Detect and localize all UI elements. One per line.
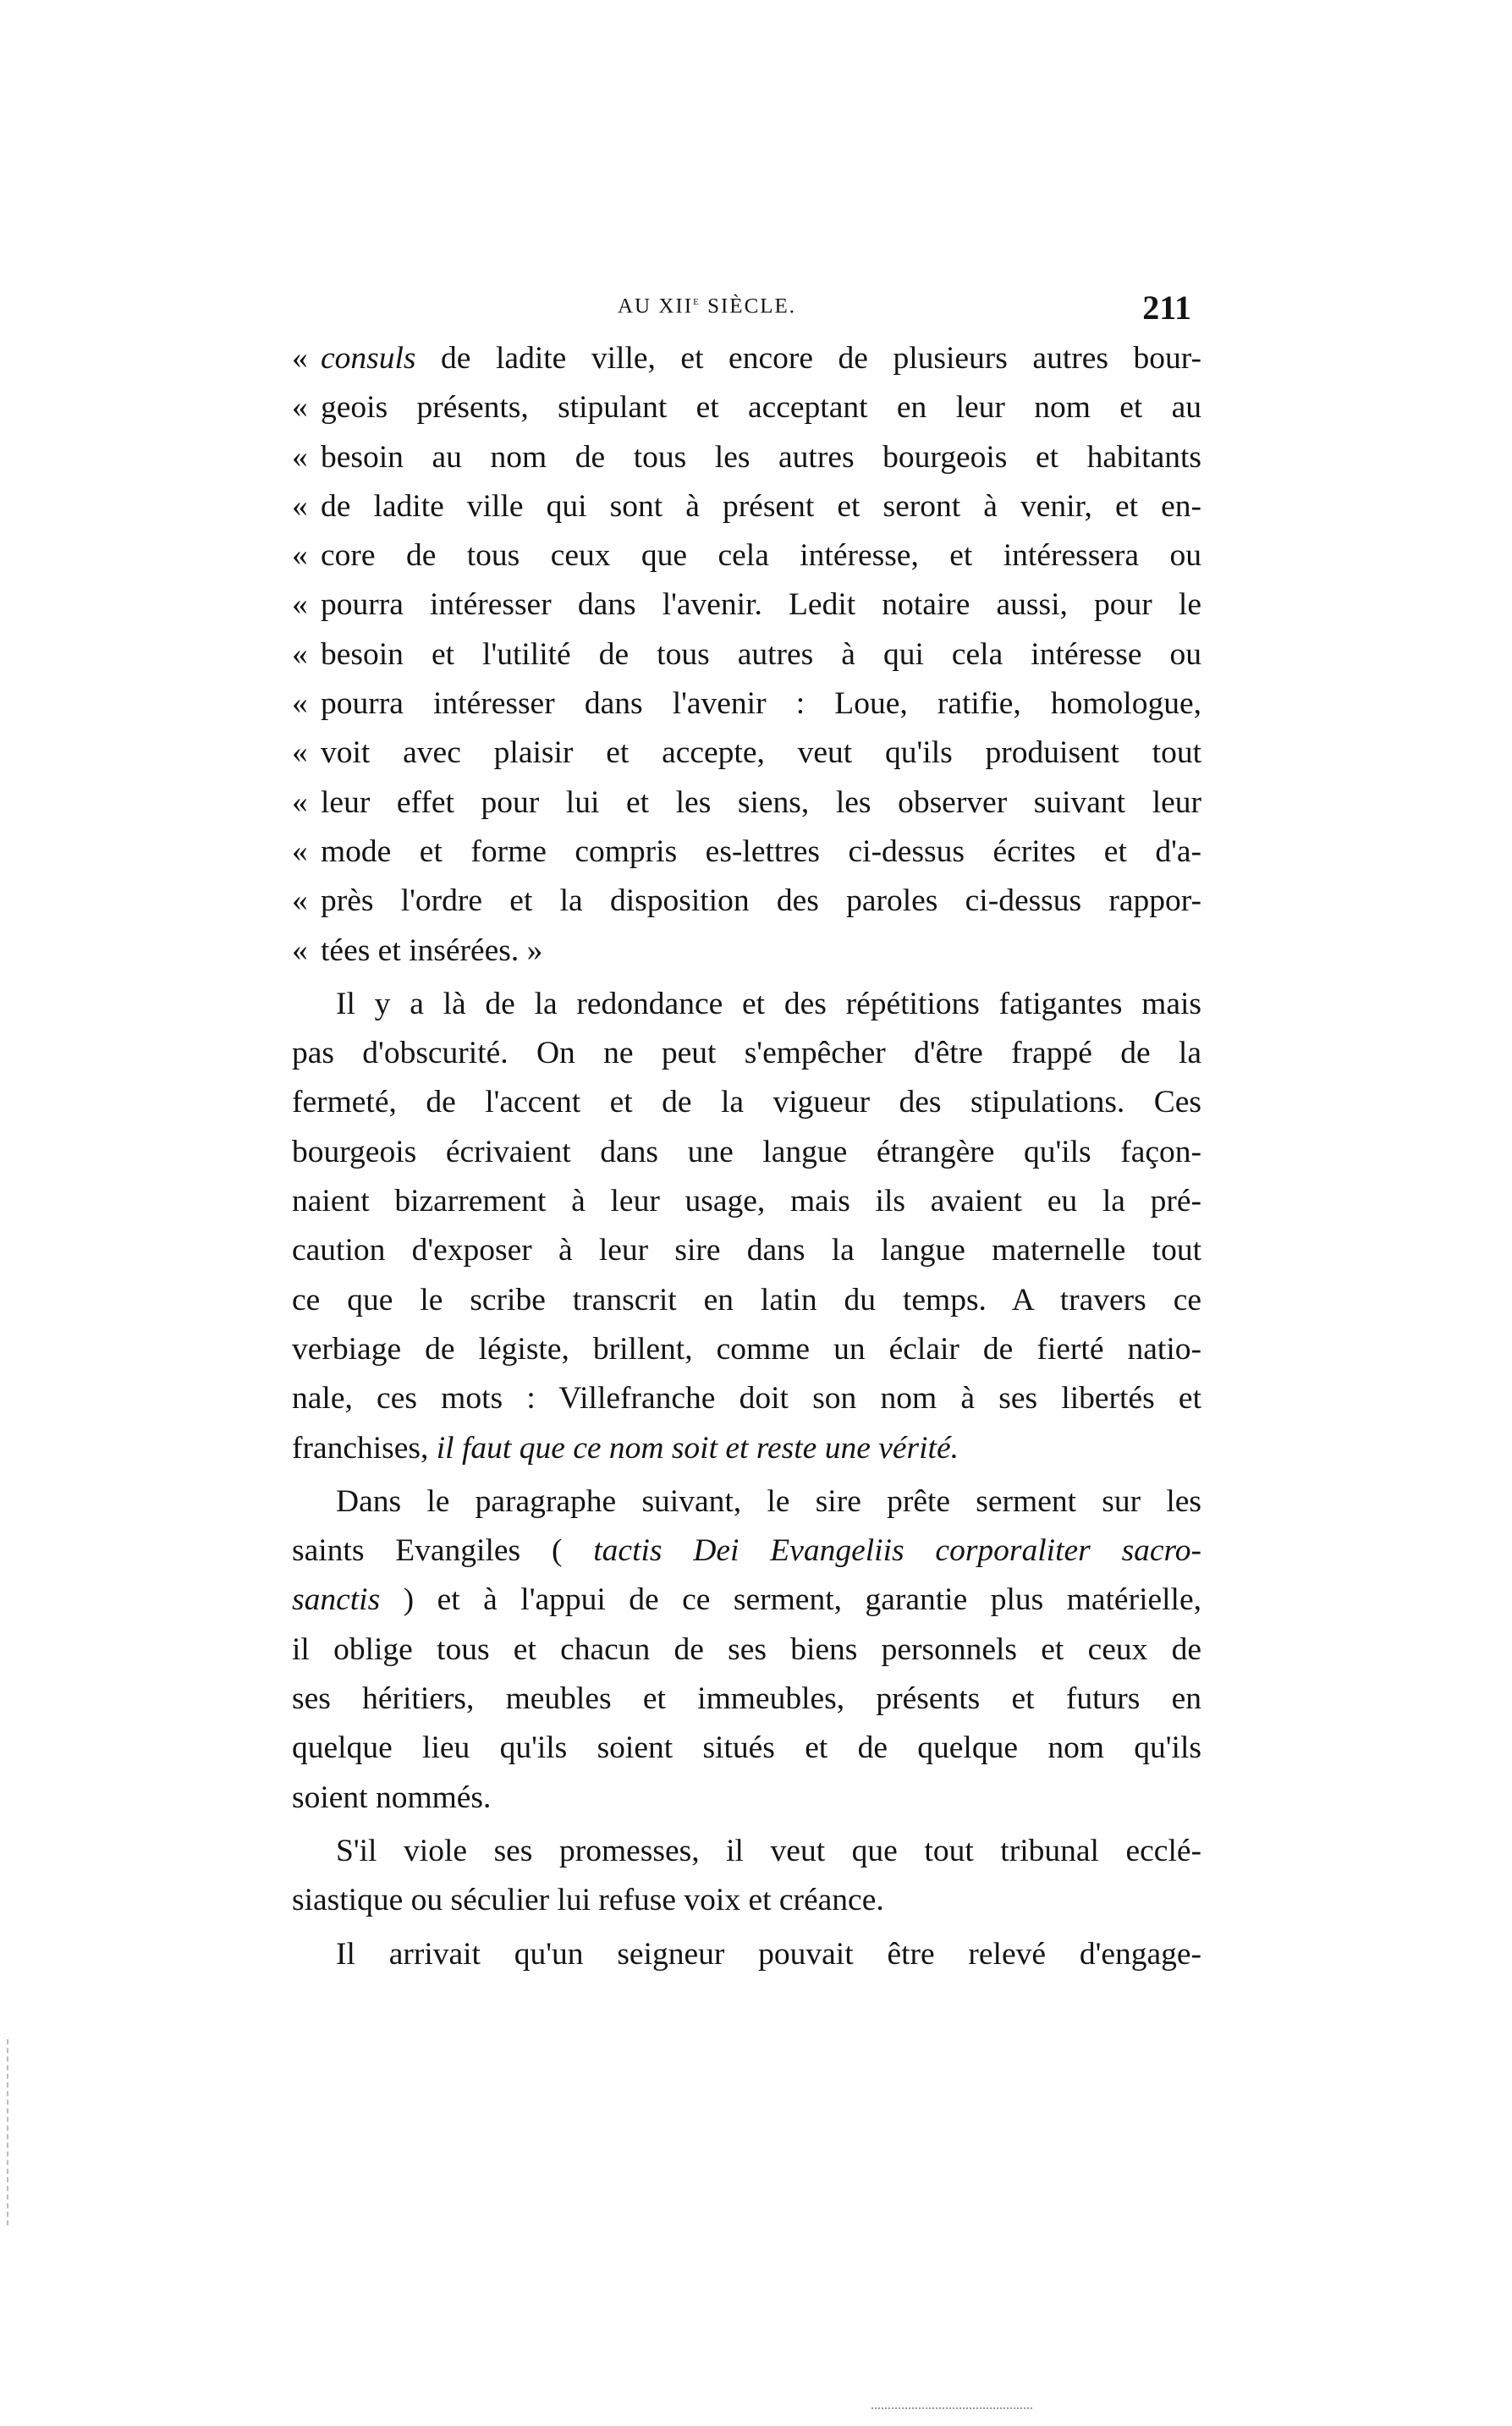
text-line — [292, 1774, 1201, 1823]
line-text: fermeté, de l'accent et de la vigueur des stipulations. Ces — [292, 1085, 1201, 1120]
running-header — [292, 288, 1201, 330]
line-text: il oblige tous et chacun de ses biens personnels et ceux de — [292, 1631, 1201, 1667]
text-line — [292, 433, 1201, 482]
text-line — [292, 383, 1201, 432]
quote-mark: « — [292, 341, 308, 376]
line-text: geois présents, stipulant et acceptant en leur nom et au — [321, 390, 1201, 426]
line-text: besoin et l'utilité de tous autres à qui cela intéresse ou — [321, 636, 1201, 672]
quote-mark: « — [292, 735, 308, 771]
line-text: soient nommés. — [292, 1780, 492, 1815]
quote-mark: « — [292, 636, 308, 672]
body-text — [292, 334, 1201, 1979]
line-text: pas d'obscurité. On ne peut s'empêcher d'être frappé de la — [292, 1036, 1201, 1071]
quoted-passage — [292, 334, 1201, 976]
quote-mark: « — [292, 784, 308, 820]
running-head-superscript: e — [693, 294, 701, 308]
running-head-title — [618, 294, 796, 318]
text-line — [292, 1527, 1201, 1576]
text-line — [292, 679, 1201, 729]
line-text: pourra intéresser dans l'avenir. Ledit notaire aussi, pour le — [321, 587, 1201, 623]
page-number: 211 — [1142, 289, 1191, 327]
text-line — [292, 1424, 1201, 1473]
quote-mark: « — [292, 587, 308, 623]
quote-mark: « — [292, 833, 308, 869]
text-line — [292, 1128, 1201, 1177]
text-line — [292, 1477, 1201, 1527]
line-text: leur effet pour lui et les siens, les observer suivant leur — [321, 784, 1201, 820]
scan-bottom-artifact — [871, 2407, 1032, 2409]
paragraph-3 — [292, 1827, 1201, 1926]
line-text: ses héritiers, meubles et immeubles, présents et futurs en — [292, 1681, 1201, 1717]
text-line — [292, 531, 1201, 580]
line-text: près l'ordre et la disposition des paroles ci-dessus rappor- — [321, 883, 1201, 919]
running-head-suffix: SIÈCLE. — [700, 294, 797, 318]
text-line — [292, 1626, 1201, 1675]
line-text: Il y a là de la redondance et des répétitions fatigantes mais — [336, 986, 1201, 1021]
line-text: caution d'exposer à leur sire dans la langue maternelle tout — [292, 1233, 1201, 1268]
line-text: mode et forme compris es-lettres ci-dessus écrites et d'a- — [321, 833, 1201, 869]
line-text: S'il viole ses promesses, il veut que tout tribunal ecclé- — [336, 1833, 1201, 1868]
text-line — [292, 334, 1201, 383]
quote-mark: « — [292, 439, 308, 475]
line-text: de ladite ville qui sont à présent et seront à venir, et en- — [321, 488, 1201, 524]
text-line — [292, 1930, 1201, 1979]
line-text: verbiage de légiste, brillent, comme un éclair de fierté natio- — [292, 1331, 1201, 1367]
text-line — [292, 877, 1201, 926]
quote-mark: « — [292, 686, 308, 722]
quote-mark: « — [292, 883, 308, 919]
line-text: bourgeois écrivaient dans une langue étrangère qu'ils façon- — [292, 1134, 1201, 1169]
line-text: quelque lieu qu'ils soient situés et de quelque nom qu'ils — [292, 1730, 1201, 1766]
paragraph-4 — [292, 1930, 1201, 1979]
text-line — [292, 1177, 1201, 1226]
line-text: naient bizarrement à leur usage, mais ils avaient eu la pré- — [292, 1184, 1201, 1219]
text-line — [292, 729, 1201, 778]
line-italic-text: il faut que ce nom soit et reste une vérité. — [436, 1430, 959, 1466]
text-line — [292, 778, 1201, 828]
text-line — [292, 828, 1201, 877]
text-line — [292, 1724, 1201, 1773]
line-text: de ladite ville, et encore de plusieurs autres bour- — [415, 341, 1201, 376]
line-text: franchises, — [292, 1430, 437, 1466]
line-text: core de tous ceux que cela intéresse, et intéressera ou — [321, 538, 1201, 574]
text-line — [292, 1325, 1201, 1374]
text-line — [292, 927, 1201, 976]
line-italic-text: consuls — [321, 341, 416, 376]
text-line — [292, 1827, 1201, 1876]
text-line — [292, 482, 1201, 531]
line-text: siastique ou séculier lui refuse voix et créance. — [292, 1883, 884, 1918]
line-text: Il arrivait qu'un seigneur pouvait être relevé d'engage- — [336, 1936, 1201, 1972]
line-italic-text: sanctis — [292, 1582, 381, 1618]
text-line — [292, 1675, 1201, 1724]
text-line — [292, 1276, 1201, 1325]
scan-margin-artifact — [7, 2039, 12, 2225]
quote-mark: « — [292, 488, 308, 524]
text-line — [292, 630, 1201, 679]
line-text: nale, ces mots : Villefranche doit son nom à ses libertés et — [292, 1381, 1201, 1417]
text-line — [292, 1876, 1201, 1925]
line-text: ) et à l'appui de ce serment, garantie plus matérielle, — [380, 1582, 1201, 1618]
text-line — [292, 1374, 1201, 1423]
text-line — [292, 980, 1201, 1029]
line-text: tées et insérées. » — [321, 932, 543, 968]
line-italic-text: tactis Dei Evangeliis corporaliter sacro- — [593, 1533, 1201, 1569]
quote-mark: « — [292, 538, 308, 574]
text-line — [292, 1029, 1201, 1078]
text-line — [292, 1576, 1201, 1625]
line-text: ce que le scribe transcrit en latin du temps. A travers ce — [292, 1282, 1201, 1318]
line-text: saints Evangiles ( — [292, 1533, 594, 1569]
quote-mark: « — [292, 390, 308, 426]
line-text: pourra intéresser dans l'avenir : Loue, ratifie, homologue, — [321, 686, 1201, 722]
running-head-prefix: AU XII — [618, 294, 694, 318]
text-line — [292, 580, 1201, 630]
text-line — [292, 1226, 1201, 1275]
line-text: besoin au nom de tous les autres bourgeois et habitants — [321, 439, 1201, 475]
line-text: Dans le paragraphe suivant, le sire prête serment sur les — [336, 1483, 1201, 1519]
paragraph-2 — [292, 1477, 1201, 1823]
paragraph-1 — [292, 980, 1201, 1473]
text-line — [292, 1078, 1201, 1127]
line-text: voit avec plaisir et accepte, veut qu'ils produisent tout — [321, 735, 1201, 771]
quote-mark: « — [292, 932, 308, 968]
